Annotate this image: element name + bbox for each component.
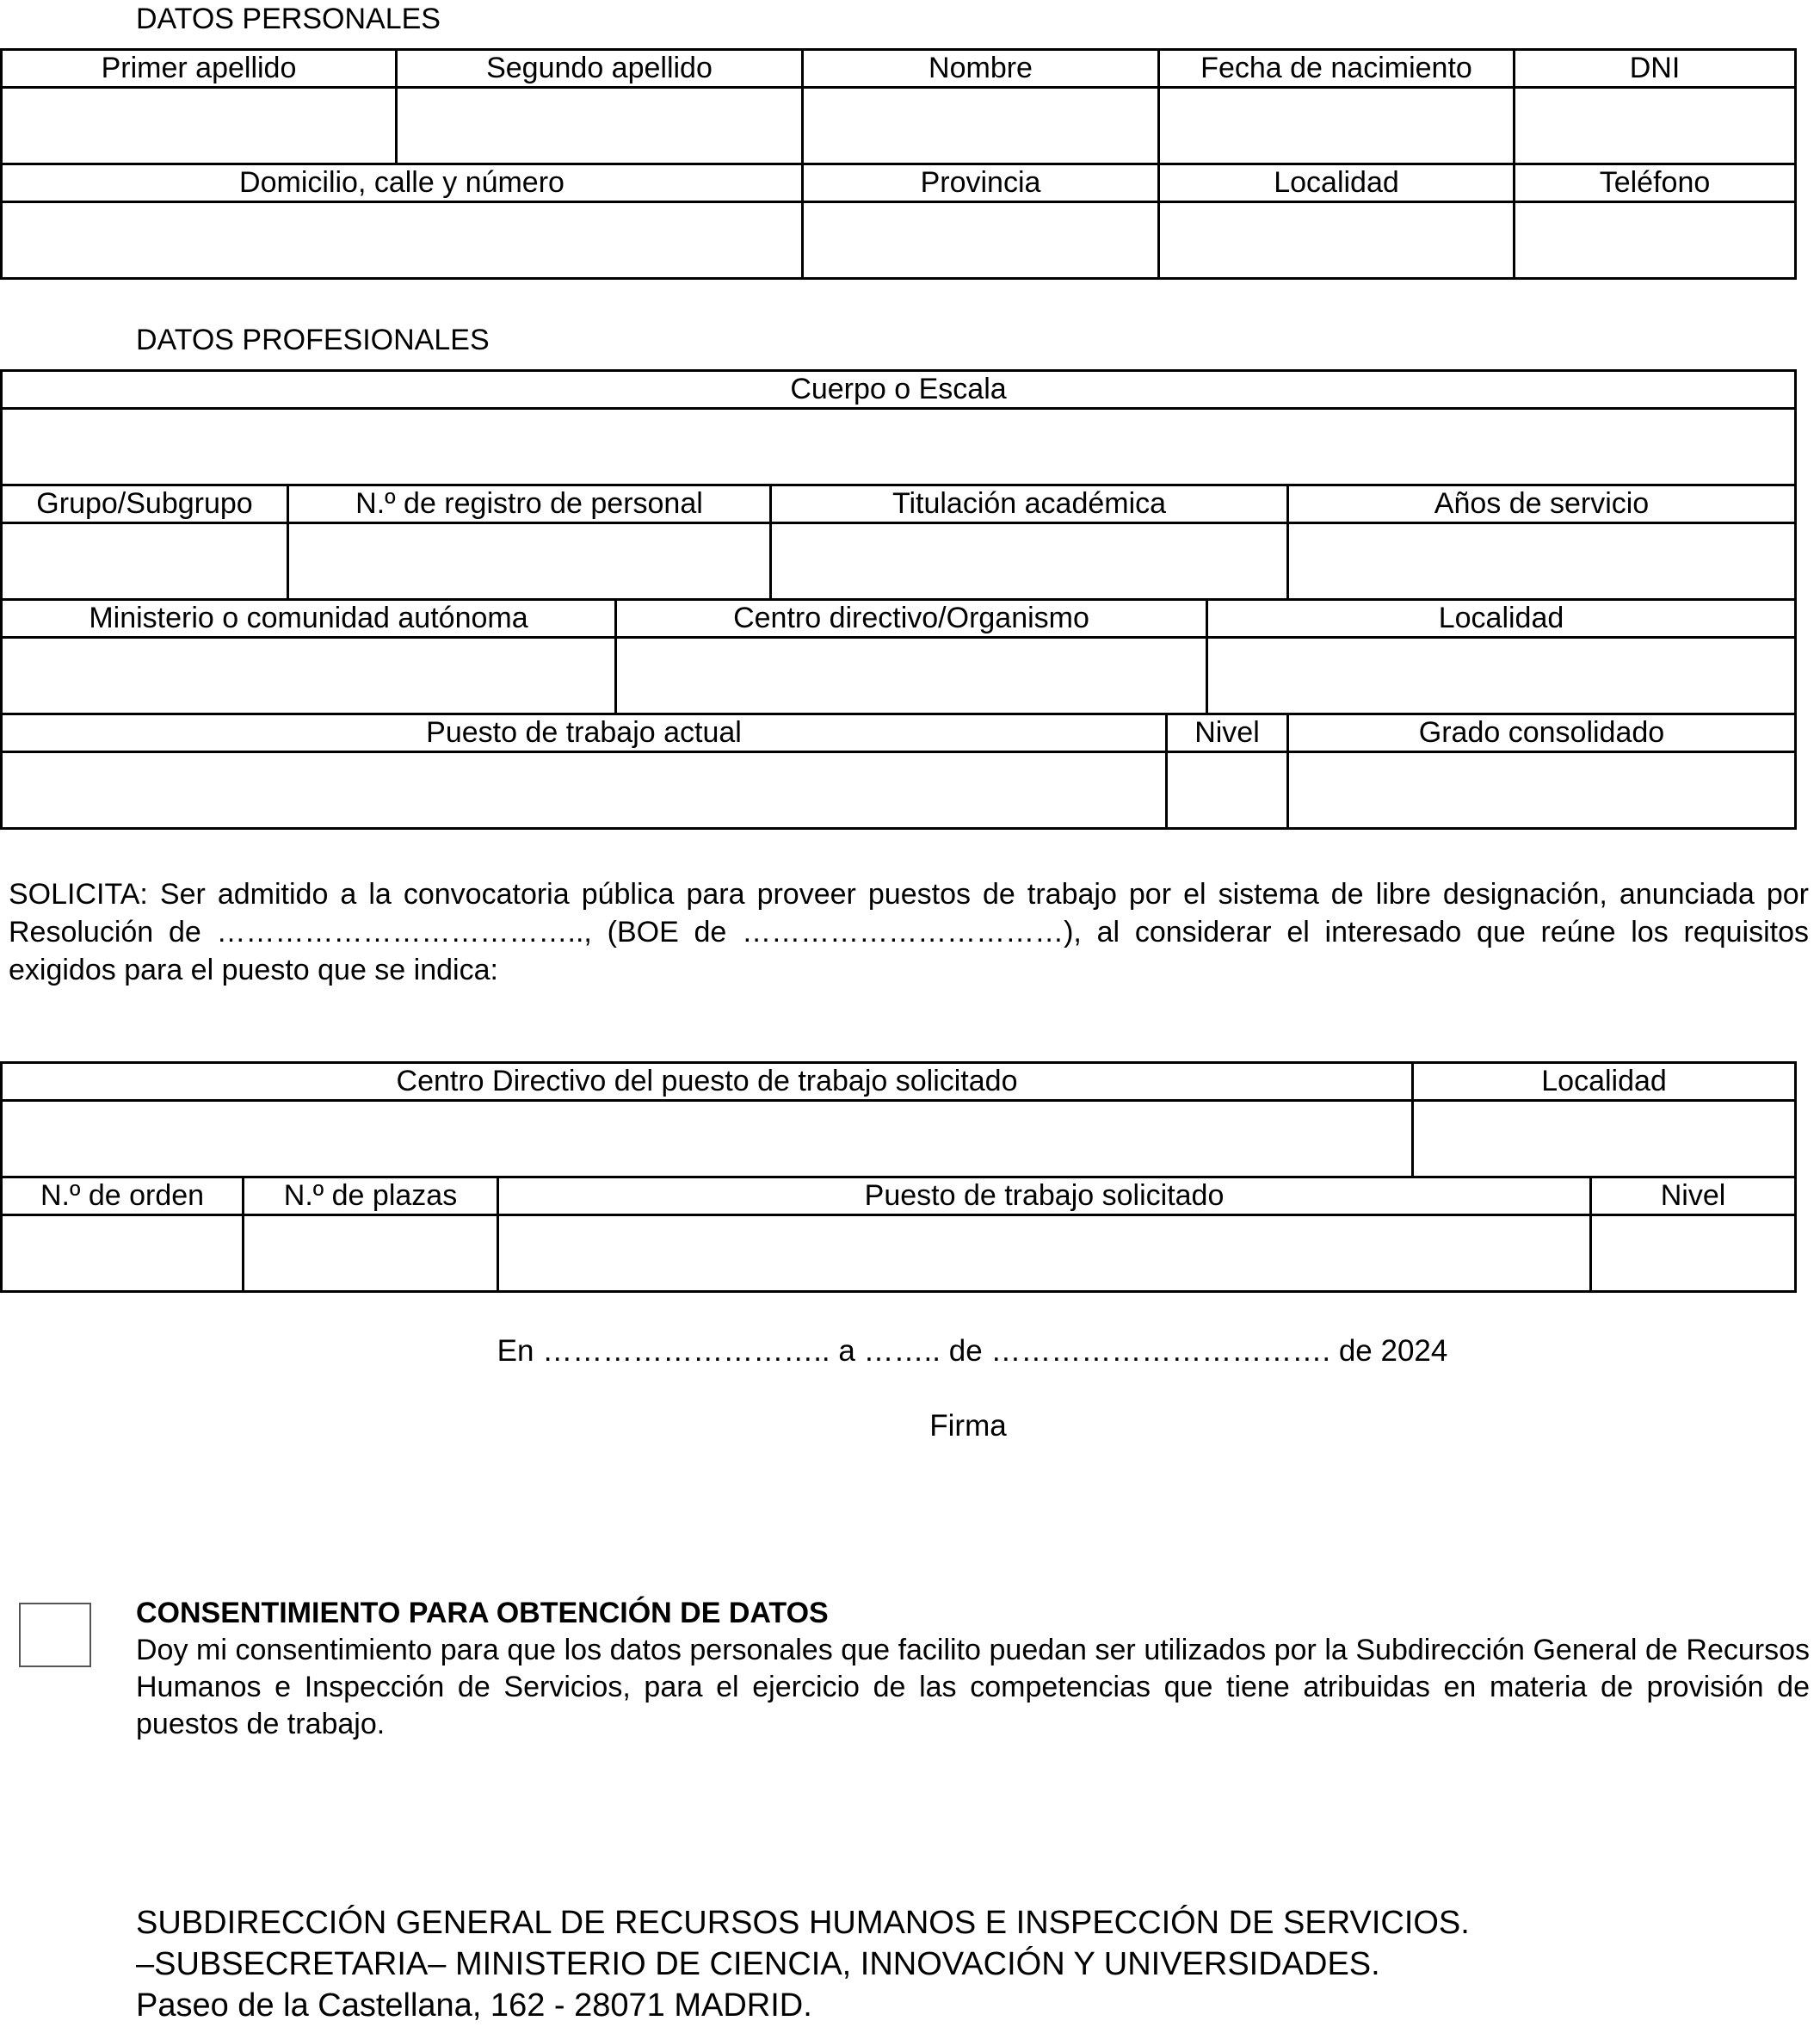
header-anos-servicio: Años de servicio bbox=[1288, 485, 1796, 523]
header-titulacion: Titulación académica bbox=[771, 485, 1288, 523]
consent-checkbox[interactable] bbox=[19, 1603, 91, 1667]
field-puesto-actual[interactable] bbox=[2, 752, 1167, 829]
field-grupo-subgrupo[interactable] bbox=[2, 523, 288, 600]
field-dni[interactable] bbox=[1515, 88, 1796, 164]
date-line: En ……………………….. a …….. de ……………………………. de 2024 bbox=[497, 1334, 1448, 1368]
consent-title: CONSENTIMIENTO PARA OBTENCIÓN DE DATOS bbox=[136, 1597, 829, 1629]
field-ministerio[interactable] bbox=[2, 638, 616, 714]
header-numero-orden: N.º de orden bbox=[2, 1177, 244, 1215]
professional-section-title: DATOS PROFESIONALES bbox=[136, 324, 490, 356]
header-puesto-solicitado: Puesto de trabajo solicitado bbox=[498, 1177, 1591, 1215]
field-numero-orden[interactable] bbox=[2, 1215, 244, 1292]
header-puesto-actual: Puesto de trabajo actual bbox=[2, 714, 1167, 752]
field-grado-consolidado[interactable] bbox=[1288, 752, 1796, 829]
footer-line-3: Paseo de la Castellana, 162 - 28071 MADRID. bbox=[136, 1987, 812, 2024]
field-registro-personal[interactable] bbox=[288, 523, 771, 600]
field-anos-servicio[interactable] bbox=[1288, 523, 1796, 600]
header-localidad-profesional: Localidad bbox=[1207, 600, 1796, 638]
field-cuerpo-escala[interactable] bbox=[2, 409, 1796, 485]
personal-section-title: DATOS PERSONALES bbox=[136, 3, 441, 35]
header-localidad-personal: Localidad bbox=[1159, 164, 1515, 202]
header-ministerio: Ministerio o comunidad autónoma bbox=[2, 600, 616, 638]
field-nivel-actual[interactable] bbox=[1167, 752, 1288, 829]
field-localidad-personal[interactable] bbox=[1159, 202, 1515, 279]
header-numero-plazas: N.º de plazas bbox=[244, 1177, 498, 1215]
field-centro-solicitado[interactable] bbox=[2, 1101, 1413, 1177]
header-grupo-subgrupo: Grupo/Subgrupo bbox=[2, 485, 288, 523]
header-segundo-apellido: Segundo apellido bbox=[397, 50, 803, 88]
request-paragraph: SOLICITA: Ser admitido a la convocatoria pública para proveer puestos de trabajo por el sistema de libre designación, anunciada por Resolución de ……………………………….., (BOE de ……………………………), al considerar el interesado que reúne los requisitos exigidos para el puesto que se indica: bbox=[9, 878, 1809, 986]
field-telefono[interactable] bbox=[1515, 202, 1796, 279]
requested-post-table bbox=[0, 1061, 1797, 1293]
header-provincia: Provincia bbox=[803, 164, 1159, 202]
footer-line-1: SUBDIRECCIÓN GENERAL DE RECURSOS HUMANOS E INSPECCIÓN DE SERVICIOS. bbox=[136, 1905, 1470, 1941]
field-nivel-solicitado[interactable] bbox=[1591, 1215, 1796, 1292]
header-nivel-solicitado: Nivel bbox=[1591, 1177, 1796, 1215]
header-nombre: Nombre bbox=[803, 50, 1159, 88]
field-localidad-profesional[interactable] bbox=[1207, 638, 1796, 714]
field-segundo-apellido[interactable] bbox=[397, 88, 803, 164]
footer-line-2: –SUBSECRETARIA– MINISTERIO DE CIENCIA, INNOVACIÓN Y UNIVERSIDADES. bbox=[136, 1946, 1380, 1982]
header-fecha-nacimiento: Fecha de nacimiento bbox=[1159, 50, 1515, 88]
field-domicilio[interactable] bbox=[2, 202, 803, 279]
header-cuerpo-escala: Cuerpo o Escala bbox=[2, 371, 1796, 409]
header-localidad-solicitada: Localidad bbox=[1413, 1063, 1796, 1101]
field-puesto-solicitado[interactable] bbox=[498, 1215, 1591, 1292]
header-grado-consolidado: Grado consolidado bbox=[1288, 714, 1796, 752]
header-nivel-actual: Nivel bbox=[1167, 714, 1288, 752]
field-provincia[interactable] bbox=[803, 202, 1159, 279]
signature-label: Firma bbox=[929, 1409, 1007, 1443]
header-dni: DNI bbox=[1515, 50, 1796, 88]
field-titulacion[interactable] bbox=[771, 523, 1288, 600]
field-primer-apellido[interactable] bbox=[2, 88, 397, 164]
field-fecha-nacimiento[interactable] bbox=[1159, 88, 1515, 164]
header-centro-solicitado: Centro Directivo del puesto de trabajo solicitado bbox=[2, 1063, 1413, 1101]
field-nombre[interactable] bbox=[803, 88, 1159, 164]
header-telefono: Teléfono bbox=[1515, 164, 1796, 202]
header-registro-personal: N.º de registro de personal bbox=[288, 485, 771, 523]
consent-text: Doy mi consentimiento para que los datos personales que facilito puedan ser utilizados por la Subdirección General de Recursos Humanos e Inspección de Servicios, para el ejercicio de las competencias que tiene atribuidas en materia de provisión de puestos de trabajo. bbox=[136, 1634, 1810, 1740]
personal-data-table bbox=[0, 48, 1797, 280]
header-domicilio: Domicilio, calle y número bbox=[2, 164, 803, 202]
professional-data-table bbox=[0, 369, 1797, 830]
field-numero-plazas[interactable] bbox=[244, 1215, 498, 1292]
field-centro-directivo[interactable] bbox=[616, 638, 1207, 714]
field-localidad-solicitada[interactable] bbox=[1413, 1101, 1796, 1177]
header-primer-apellido: Primer apellido bbox=[2, 50, 397, 88]
header-centro-directivo: Centro directivo/Organismo bbox=[616, 600, 1207, 638]
